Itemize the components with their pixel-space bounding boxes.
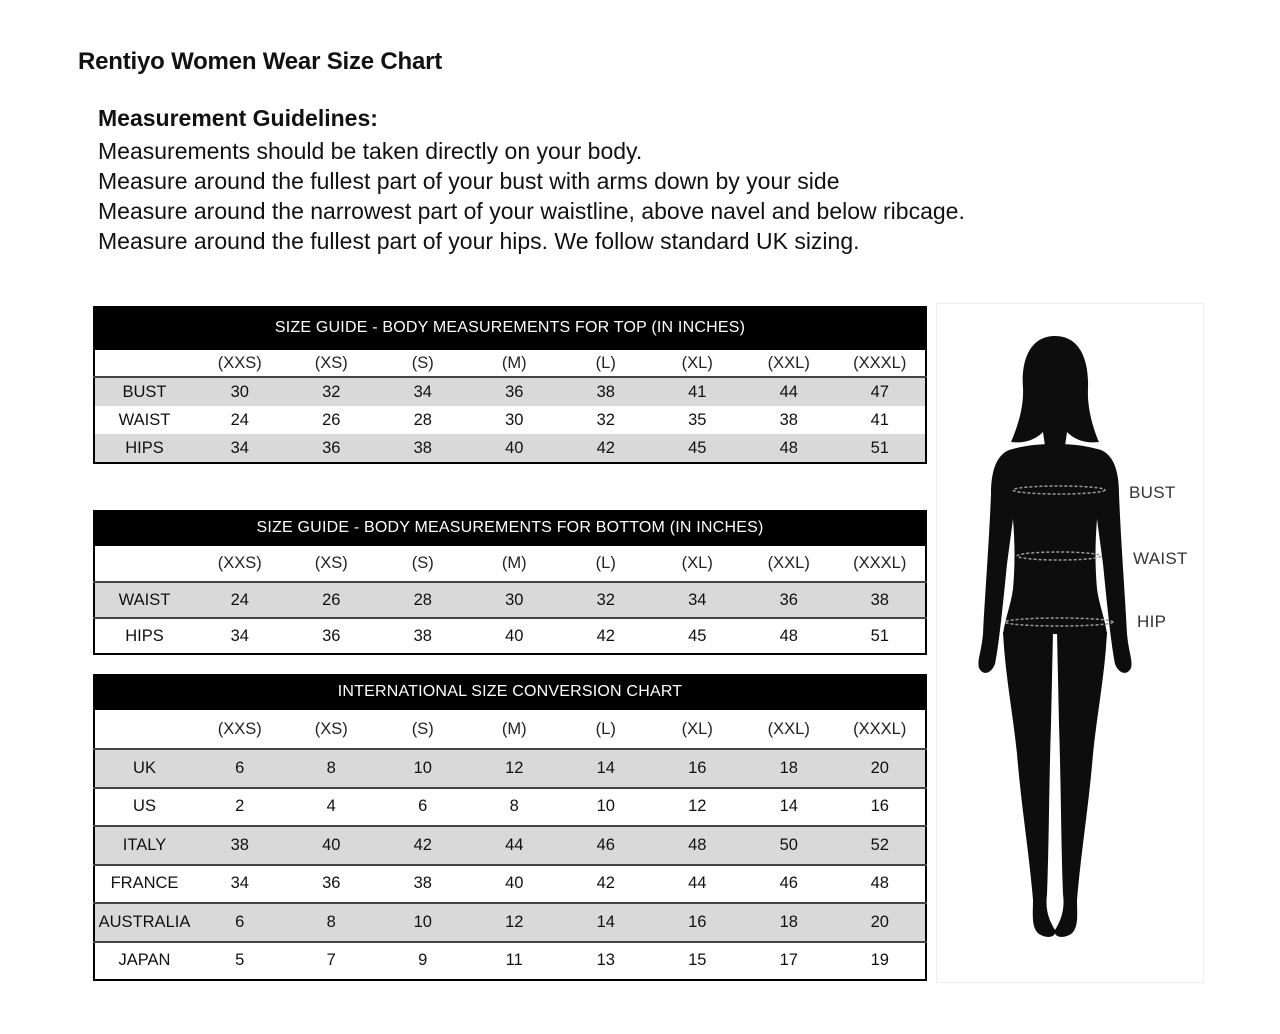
table-cell: 26 [286,582,378,618]
table-cell: 44 [652,865,744,904]
header-corner [94,710,194,749]
table-cell: 46 [743,865,835,904]
table-cell: 14 [560,749,652,788]
size-header: (M) [469,350,561,377]
table-cell: 32 [596,410,615,429]
table-cell: 40 [469,865,561,904]
table-cell: 38 [377,434,469,463]
size-header: (XXS) [194,546,286,582]
table-row [94,749,926,788]
table-cell: 32 [560,582,652,618]
table-cell: 45 [652,618,744,654]
table-row [94,377,926,406]
table-cell: 12 [469,749,561,788]
table-cell: 11 [505,951,523,970]
table-cell: 16 [835,788,927,827]
table-cell: 44 [743,377,835,406]
row-label: WAIST [94,582,194,618]
table-row [94,942,926,981]
table-cell: 6 [194,903,286,942]
table-cell: 6 [194,749,286,788]
table-cell: 34 [194,434,286,463]
table-row [94,406,926,434]
table-cell: 9 [418,951,428,970]
size-header: (XXS) [194,710,286,749]
size-header: (XXXL) [835,350,927,377]
table-cell: 50 [743,826,835,865]
table-caption: SIZE GUIDE - BODY MEASUREMENTS FOR TOP (IN INCHES) [94,306,926,350]
guideline-line: Measure around the fullest part of your bust with arms down by your side [98,168,840,194]
table-cell: 16 [652,749,744,788]
table-cell: 48 [743,618,835,654]
table-cell: 41 [870,410,889,429]
size-header: (XXL) [743,546,835,582]
size-header: (S) [377,710,469,749]
row-label: UK [94,749,194,788]
table-caption-row [94,510,926,546]
table-cell: 36 [286,865,378,904]
table-cell: 42 [560,618,652,654]
table-cell: 40 [286,826,378,865]
table-cell: 30 [469,582,561,618]
table-row [94,434,926,463]
table-cell: 47 [835,377,927,406]
size-header: (L) [560,546,652,582]
table-header-row [94,546,926,582]
female-silhouette-icon [937,304,1203,982]
table-cell: 38 [194,826,286,865]
table-cell: 38 [835,582,927,618]
size-header: (L) [560,350,652,377]
table-cell: 20 [835,749,927,788]
body-figure-panel [936,303,1204,983]
table-cell: 24 [230,410,249,429]
measurement-guidelines [98,104,1058,256]
size-header: (XS) [286,350,378,377]
table-row [94,788,926,827]
table-cell: 15 [688,951,707,970]
table-cell: 48 [743,434,835,463]
table-cell: 14 [560,903,652,942]
size-header: (XL) [652,710,744,749]
table-row [94,903,926,942]
table-cell: 36 [286,434,378,463]
international-conversion-table [93,674,927,981]
row-label: FRANCE [94,865,194,904]
guideline-line: Measurements should be taken directly on your body. [98,138,643,164]
table-cell: 40 [469,434,561,463]
table-cell: 48 [835,865,927,904]
table-cell: 48 [652,826,744,865]
table-cell: 28 [377,582,469,618]
table-caption-row [94,674,926,710]
header-corner [94,350,194,377]
size-header: (XXL) [743,710,835,749]
size-header: (M) [469,546,561,582]
table-cell: 35 [688,410,707,429]
table-cell: 10 [377,903,469,942]
table-cell: 17 [779,951,798,970]
bottom-size-table [93,510,927,655]
table-caption-row [94,306,926,350]
table-cell: 26 [322,410,341,429]
table-cell: 44 [469,826,561,865]
table-cell: 18 [743,749,835,788]
table-cell: 36 [469,377,561,406]
size-header: (XXS) [194,350,286,377]
table-cell: 34 [194,618,286,654]
size-header: (XXXL) [835,710,927,749]
table-cell: 5 [235,951,245,970]
page-title: Rentiyo Women Wear Size Chart [78,48,443,75]
table-row [94,582,926,618]
table-cell: 14 [743,788,835,827]
table-cell: 13 [596,951,615,970]
table-header-row [94,710,926,749]
table-cell: 46 [560,826,652,865]
size-header: (XL) [652,350,744,377]
guidelines-heading: Measurement Guidelines: [98,105,378,131]
table-cell: 16 [652,903,744,942]
row-label: US [94,788,194,827]
row-label: JAPAN [118,951,171,970]
table-cell: 36 [286,618,378,654]
waist-label: WAIST [1133,549,1188,568]
row-label: BUST [94,377,194,406]
table-cell: 30 [194,377,286,406]
table-row [94,826,926,865]
size-header: (L) [560,710,652,749]
table-cell: 8 [286,749,378,788]
table-cell: 19 [870,951,889,970]
table-cell: 34 [194,865,286,904]
table-cell: 32 [286,377,378,406]
table-caption: SIZE GUIDE - BODY MEASUREMENTS FOR BOTTOM (IN INCHES) [94,510,926,546]
table-cell: 28 [413,410,432,429]
size-header: (S) [377,350,469,377]
size-header: (XS) [286,710,378,749]
hip-label: HIP [1137,612,1167,631]
table-cell: 12 [652,788,744,827]
table-cell: 38 [779,410,798,429]
table-cell: 12 [469,903,561,942]
table-cell: 51 [835,618,927,654]
table-cell: 6 [377,788,469,827]
table-cell: 34 [377,377,469,406]
size-header: (XS) [286,546,378,582]
row-label: WAIST [118,410,171,429]
row-label: ITALY [94,826,194,865]
table-cell: 40 [469,618,561,654]
row-label: HIPS [94,434,194,463]
table-cell: 42 [560,865,652,904]
table-cell: 8 [286,903,378,942]
table-cell: 52 [835,826,927,865]
table-row [94,618,926,654]
table-cell: 20 [835,903,927,942]
top-size-table [93,306,927,464]
row-label: HIPS [94,618,194,654]
table-cell: 38 [377,865,469,904]
table-cell: 42 [377,826,469,865]
size-header: (M) [469,710,561,749]
table-cell: 34 [652,582,744,618]
table-cell: 38 [560,377,652,406]
row-label: AUSTRALIA [94,903,194,942]
table-cell: 18 [743,903,835,942]
table-cell: 41 [652,377,744,406]
size-header: (S) [377,546,469,582]
table-cell: 45 [652,434,744,463]
table-row [94,865,926,904]
table-cell: 36 [743,582,835,618]
header-corner [94,546,194,582]
table-cell: 42 [560,434,652,463]
table-cell: 2 [194,788,286,827]
table-header-row [94,350,926,377]
table-cell: 51 [835,434,927,463]
table-caption: INTERNATIONAL SIZE CONVERSION CHART [94,674,926,710]
guideline-line: Measure around the fullest part of your hips. We follow standard UK sizing. [98,228,860,254]
guideline-line: Measure around the narrowest part of your waistline, above navel and below ribcage. [98,198,965,224]
table-cell: 7 [326,951,336,970]
bust-label: BUST [1129,483,1176,502]
size-header: (XL) [652,546,744,582]
table-cell: 10 [377,749,469,788]
size-header: (XXL) [743,350,835,377]
table-cell: 10 [560,788,652,827]
table-cell: 38 [377,618,469,654]
table-cell: 30 [505,410,524,429]
table-cell: 4 [286,788,378,827]
table-cell: 24 [194,582,286,618]
table-cell: 8 [469,788,561,827]
size-header: (XXXL) [835,546,927,582]
